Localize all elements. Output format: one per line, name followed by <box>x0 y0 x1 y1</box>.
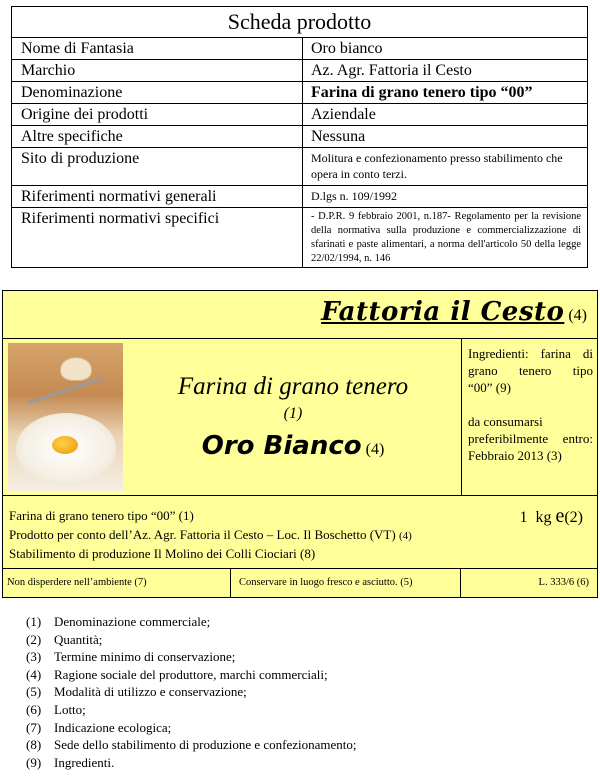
product-line: Farina di grano tenero <box>177 373 409 400</box>
label-footer <box>3 568 597 597</box>
storage-note: Conservare in luogo fresco e asciutto. (5) <box>231 569 461 597</box>
row-key: Altre specifiche <box>12 126 303 147</box>
producer-line <box>9 527 412 543</box>
legend-num: (1) <box>26 614 42 629</box>
estimated-sign: e <box>555 505 565 527</box>
list-item <box>26 701 357 719</box>
legend-num: (6) <box>26 701 42 717</box>
row-value: Aziendale <box>311 106 376 123</box>
legend-text: Quantità; <box>54 631 103 647</box>
row-value: D.lgs n. 109/1992 <box>311 189 398 203</box>
legend-text: Indicazione ecologica; <box>54 719 172 735</box>
legend-text: Denominazione commerciale; <box>54 614 211 629</box>
product-label <box>2 290 598 598</box>
flour-egg-photo <box>8 343 123 491</box>
legend-text: Ragione sociale del produttore, marchi commerciali; <box>54 666 328 682</box>
list-item <box>26 631 357 649</box>
table-row <box>12 38 587 60</box>
product-line-ref: (1) <box>283 405 303 422</box>
denomination-line: Farina di grano tenero tipo “00” (1) <box>9 508 194 523</box>
legend-text: Sede dello stabilimento di produzione e confezionamento; <box>54 737 357 753</box>
product-name: Oro Bianco <box>201 431 362 461</box>
ingredients-line: “00” (9) <box>468 380 511 395</box>
quantity-unit: kg <box>535 509 552 526</box>
product-sheet-table <box>11 6 588 268</box>
list-item <box>26 648 357 666</box>
producer-ref: (4) <box>398 530 412 542</box>
table-row <box>12 126 587 148</box>
legend-num: (2) <box>26 631 42 647</box>
table-row <box>12 82 587 104</box>
product-sheet-title: Scheda prodotto <box>12 7 587 38</box>
quantity-ref: (2) <box>564 509 583 526</box>
legend-list <box>26 613 357 771</box>
legend-num: (7) <box>26 719 42 735</box>
list-item <box>26 754 357 772</box>
table-row <box>12 208 587 268</box>
list-item <box>26 736 357 754</box>
legend-num: (8) <box>26 737 42 753</box>
row-value: Molitura e confezionamento presso stabilimento che opera in conto terzi. <box>311 151 563 181</box>
row-value: - D.P.R. 9 febbraio 2001, n.187- Regolamento per la revisione della normativa sulla produzione e commercializzazione di sfarinati e paste alimentari, a norma dell'articolo 50 della legge 22/02/1994, n. 146 <box>311 211 581 264</box>
brand-name: Fattoria il Cesto <box>321 297 565 327</box>
product-name-ref: (4) <box>365 441 385 458</box>
list-item <box>26 683 357 701</box>
best-before-line <box>468 413 593 430</box>
quantity <box>519 505 583 528</box>
row-value: Oro bianco <box>311 40 383 57</box>
row-key: Nome di Fantasia <box>12 38 303 59</box>
best-before-text: da consumarsi <box>468 414 543 429</box>
lot-number: L. 333/6 (6) <box>538 577 589 588</box>
legend-text: Termine minimo di conservazione; <box>54 649 236 665</box>
eco-note: Non disperdere nell’ambiente (7) <box>3 569 231 597</box>
label-main-box <box>3 338 597 496</box>
table-row <box>12 148 587 186</box>
plant-line: Stabilimento di produzione Il Molino dei Colli Ciociari (8) <box>9 546 316 561</box>
row-value: Az. Agr. Fattoria il Cesto <box>311 62 472 79</box>
row-key: Sito di produzione <box>12 148 303 185</box>
ingredients-line: Ingredienti: farina di <box>468 346 593 361</box>
table-row <box>12 104 587 126</box>
best-before-line: preferibilmente entro: <box>468 431 593 446</box>
producer-text: Prodotto per conto dell’Az. Agr. Fattoria il Cesto – Loc. Il Boschetto (VT) <box>9 527 396 542</box>
legend-num: (5) <box>26 684 42 700</box>
legend-num: (9) <box>26 754 42 770</box>
row-value: Farina di grano tenero tipo “00” <box>311 84 533 101</box>
table-row <box>12 60 587 82</box>
row-value: Nessuna <box>311 128 366 145</box>
legend-text: Ingredienti. <box>54 754 115 770</box>
list-item <box>26 613 357 631</box>
brand-ref: (4) <box>568 307 587 324</box>
table-row <box>12 186 587 208</box>
label-center <box>128 339 458 495</box>
row-key: Marchio <box>12 60 303 81</box>
legend-text: Lotto; <box>54 701 86 717</box>
product-name-wrap <box>128 431 458 461</box>
legend-num: (4) <box>26 666 42 682</box>
brand <box>321 297 587 327</box>
legend-text: Modalità di utilizzo e conservazione; <box>54 684 247 700</box>
row-key: Denominazione <box>12 82 303 103</box>
ingredients-line: grano tenero tipo <box>468 363 593 378</box>
row-key: Riferimenti normativi specifici <box>12 208 303 268</box>
legend-num: (3) <box>26 649 42 665</box>
row-key: Origine dei prodotti <box>12 104 303 125</box>
list-item <box>26 719 357 737</box>
ingredients-box <box>461 339 597 495</box>
row-key: Riferimenti normativi generali <box>12 186 303 207</box>
list-item <box>26 666 357 684</box>
best-before-date: Febbraio 2013 (3) <box>468 448 562 463</box>
quantity-number: 1 <box>519 509 528 526</box>
